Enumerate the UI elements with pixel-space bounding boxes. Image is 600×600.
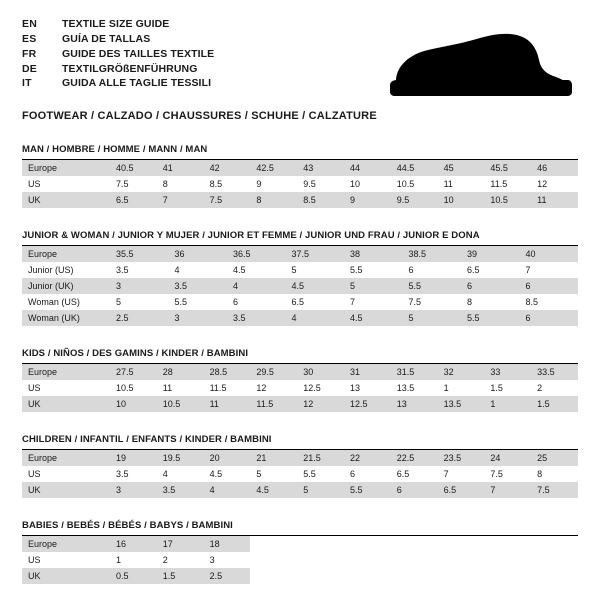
cell-empty [531,568,578,584]
size-group-junior-woman [22,230,578,326]
cell: 23.5 [438,450,485,466]
cell: 10.5 [391,176,438,192]
cell: 31.5 [391,364,438,380]
cell-empty [438,568,485,584]
size-group-children [22,434,578,498]
group-heading: KIDS / NIÑOS / DES GAMINS / KINDER / BAMBINI [22,348,249,360]
cell: 2.5 [110,310,169,326]
language-title-list [22,18,214,92]
cell: 6.5 [286,294,345,310]
cell: 6 [403,262,462,278]
cell: 6 [461,278,520,294]
cell: 3.5 [157,482,204,498]
cell: 3 [110,482,157,498]
cell: 11.5 [484,176,531,192]
dress-shoe-icon [384,26,574,106]
language-title: TEXTILE SIZE GUIDE [62,18,170,30]
cell: 13 [344,380,391,396]
language-row [22,77,214,92]
cell: 10 [344,176,391,192]
cell: 8 [531,466,578,482]
cell-empty [250,536,297,552]
cell: 16 [110,536,157,552]
cell: 7 [484,482,531,498]
table-row [22,568,578,584]
cell: 7 [157,192,204,208]
cell: 6 [227,294,286,310]
cell: 8.5 [297,192,344,208]
cell: 8.5 [520,294,579,310]
cell: 12 [250,380,297,396]
cell: 4.5 [344,310,403,326]
cell: 13.5 [391,380,438,396]
page-header [22,18,578,92]
cell: 5.5 [169,294,228,310]
cell: 3 [110,278,169,294]
cell: 35.5 [110,246,169,262]
cell: 21.5 [297,450,344,466]
cell: 45 [438,160,485,176]
table-row [22,262,578,278]
row-label: Woman (US) [22,294,110,310]
cell: 4.5 [227,262,286,278]
group-heading: JUNIOR & WOMAN / JUNIOR Y MUJER / JUNIOR ET FEMME / JUNIOR UND FRAU / JUNIOR E DONA [22,230,480,242]
row-label: UK [22,396,110,412]
cell-empty [438,552,485,568]
cell: 30 [297,364,344,380]
cell: 8 [157,176,204,192]
cell: 5.5 [297,466,344,482]
cell: 33.5 [531,364,578,380]
cell-empty [484,552,531,568]
cell-empty [484,536,531,552]
cell-empty [344,568,391,584]
cell: 13 [391,396,438,412]
cell: 6 [344,466,391,482]
language-code: IT [22,77,32,90]
cell: 45.5 [484,160,531,176]
row-label: Europe [22,536,110,552]
cell: 9.5 [297,176,344,192]
cell: 9 [250,176,297,192]
cell: 11.5 [204,380,251,396]
page-title: FOOTWEAR / CALZADO / CHAUSSURES / SCHUHE / CALZATURE [22,110,377,123]
size-group-kids [22,348,578,412]
language-row [22,33,214,48]
cell: 6.5 [438,482,485,498]
row-label: US [22,380,110,396]
cell: 7.5 [484,466,531,482]
row-label: UK [22,192,110,208]
cell-empty [484,568,531,584]
cell: 2 [157,552,204,568]
cell: 3 [204,552,251,568]
cell-empty [531,536,578,552]
row-label: US [22,552,110,568]
cell: 38.5 [403,246,462,262]
cell: 5 [110,294,169,310]
size-table-junior-woman [22,246,578,326]
cell: 3.5 [110,262,169,278]
cell: 28.5 [204,364,251,380]
cell: 46 [531,160,578,176]
cell: 40.5 [110,160,157,176]
row-label: Junior (UK) [22,278,110,294]
cell: 19 [110,450,157,466]
table-row [22,466,578,482]
row-label: UK [22,568,110,584]
cell: 10.5 [157,396,204,412]
table-row [22,396,578,412]
table-row [22,364,578,380]
cell: 7.5 [531,482,578,498]
size-table-kids [22,364,578,412]
table-row [22,310,578,326]
size-table-children [22,450,578,498]
cell: 22.5 [391,450,438,466]
cell: 2.5 [204,568,251,584]
cell: 17 [157,536,204,552]
cell: 42.5 [250,160,297,176]
row-label: Woman (UK) [22,310,110,326]
cell: 44.5 [391,160,438,176]
cell: 42 [204,160,251,176]
cell-empty [344,552,391,568]
language-code: DE [22,62,37,75]
cell: 5 [297,482,344,498]
cell: 25 [531,450,578,466]
cell: 12 [531,176,578,192]
cell: 4 [204,482,251,498]
language-code: EN [22,18,37,30]
cell: 3.5 [169,278,228,294]
cell: 7.5 [110,176,157,192]
cell: 7 [344,294,403,310]
cell: 7 [438,466,485,482]
table-row [22,278,578,294]
cell: 3.5 [110,466,157,482]
cell: 6.5 [110,192,157,208]
cell: 39 [461,246,520,262]
cell: 11 [157,380,204,396]
size-group-babies [22,520,578,584]
cell: 4.5 [204,466,251,482]
cell: 38 [344,246,403,262]
cell-empty [391,568,438,584]
table-row [22,176,578,192]
cell: 4 [157,466,204,482]
cell: 11.5 [250,396,297,412]
cell: 5 [403,310,462,326]
language-title: TEXTILGRÖßENFÜHRUNG [62,62,198,75]
cell-empty [297,552,344,568]
cell: 7.5 [204,192,251,208]
cell: 5 [286,262,345,278]
table-row [22,450,578,466]
cell: 5.5 [461,310,520,326]
cell: 41 [157,160,204,176]
cell: 12 [297,396,344,412]
cell: 1 [438,380,485,396]
cell: 10 [110,396,157,412]
group-heading: CHILDREN / INFANTIL / ENFANTS / KINDER / BAMBINI [22,434,272,446]
cell: 6.5 [391,466,438,482]
cell: 6 [520,278,579,294]
cell: 8 [250,192,297,208]
cell: 36.5 [227,246,286,262]
cell: 4 [286,310,345,326]
cell: 3 [169,310,228,326]
cell: 1.5 [484,380,531,396]
row-label: US [22,176,110,192]
cell: 7.5 [403,294,462,310]
language-title: GUIDA ALLE TAGLIE TESSILI [62,77,212,90]
cell-empty [531,552,578,568]
cell: 36 [169,246,228,262]
cell-empty [250,552,297,568]
cell: 13.5 [438,396,485,412]
language-code: ES [22,32,37,45]
table-row [22,246,578,262]
size-group-man [22,144,578,208]
cell-empty [250,568,297,584]
cell: 29.5 [250,364,297,380]
table-row [22,160,578,176]
size-table-man [22,160,578,208]
cell: 11 [531,192,578,208]
table-row [22,536,578,552]
cell: 11 [438,176,485,192]
table-row [22,552,578,568]
cell: 5 [344,278,403,294]
cell: 9.5 [391,192,438,208]
cell: 11 [204,396,251,412]
size-table-babies [22,536,578,584]
cell: 18 [204,536,251,552]
group-heading: BABIES / BEBÉS / BÉBÉS / BABYS / BAMBINI [22,520,233,532]
cell: 40 [520,246,579,262]
cell: 4.5 [250,482,297,498]
cell-empty [297,568,344,584]
cell: 33 [484,364,531,380]
cell: 31 [344,364,391,380]
cell: 43 [297,160,344,176]
cell: 6.5 [461,262,520,278]
cell: 28 [157,364,204,380]
language-title: GUÍA DE TALLAS [62,32,151,45]
cell: 4 [169,262,228,278]
cell: 21 [250,450,297,466]
cell: 8 [461,294,520,310]
cell: 24 [484,450,531,466]
row-label: UK [22,482,110,498]
language-row [22,48,214,63]
row-label: US [22,466,110,482]
cell: 20 [204,450,251,466]
cell: 1 [484,396,531,412]
cell: 10.5 [484,192,531,208]
cell: 8.5 [204,176,251,192]
language-row [22,18,214,33]
cell: 5 [250,466,297,482]
cell: 32 [438,364,485,380]
cell: 44 [344,160,391,176]
cell: 1.5 [531,396,578,412]
cell: 5.5 [403,278,462,294]
cell: 10 [438,192,485,208]
cell: 7 [520,262,579,278]
cell-empty [344,536,391,552]
cell: 12.5 [344,396,391,412]
cell: 2 [531,380,578,396]
cell: 27.5 [110,364,157,380]
row-label: Europe [22,246,110,262]
cell-empty [297,536,344,552]
cell: 4.5 [286,278,345,294]
cell: 19.5 [157,450,204,466]
table-row [22,192,578,208]
language-code: FR [22,47,37,60]
cell: 12.5 [297,380,344,396]
cell: 5.5 [344,482,391,498]
table-row [22,482,578,498]
cell: 6 [520,310,579,326]
cell: 6 [391,482,438,498]
cell: 10.5 [110,380,157,396]
cell: 22 [344,450,391,466]
cell: 5.5 [344,262,403,278]
cell-empty [391,536,438,552]
cell: 0.5 [110,568,157,584]
group-heading: MAN / HOMBRE / HOMME / MANN / MAN [22,144,208,156]
cell: 1 [110,552,157,568]
row-label: Europe [22,450,110,466]
cell: 37.5 [286,246,345,262]
cell-empty [391,552,438,568]
row-label: Junior (US) [22,262,110,278]
language-row [22,63,214,78]
cell: 1.5 [157,568,204,584]
language-title: GUIDE DES TAILLES TEXTILE [62,47,215,60]
table-row [22,294,578,310]
cell: 4 [227,278,286,294]
table-row [22,380,578,396]
cell: 9 [344,192,391,208]
row-label: Europe [22,364,110,380]
row-label: Europe [22,160,110,176]
cell: 3.5 [227,310,286,326]
cell-empty [438,536,485,552]
